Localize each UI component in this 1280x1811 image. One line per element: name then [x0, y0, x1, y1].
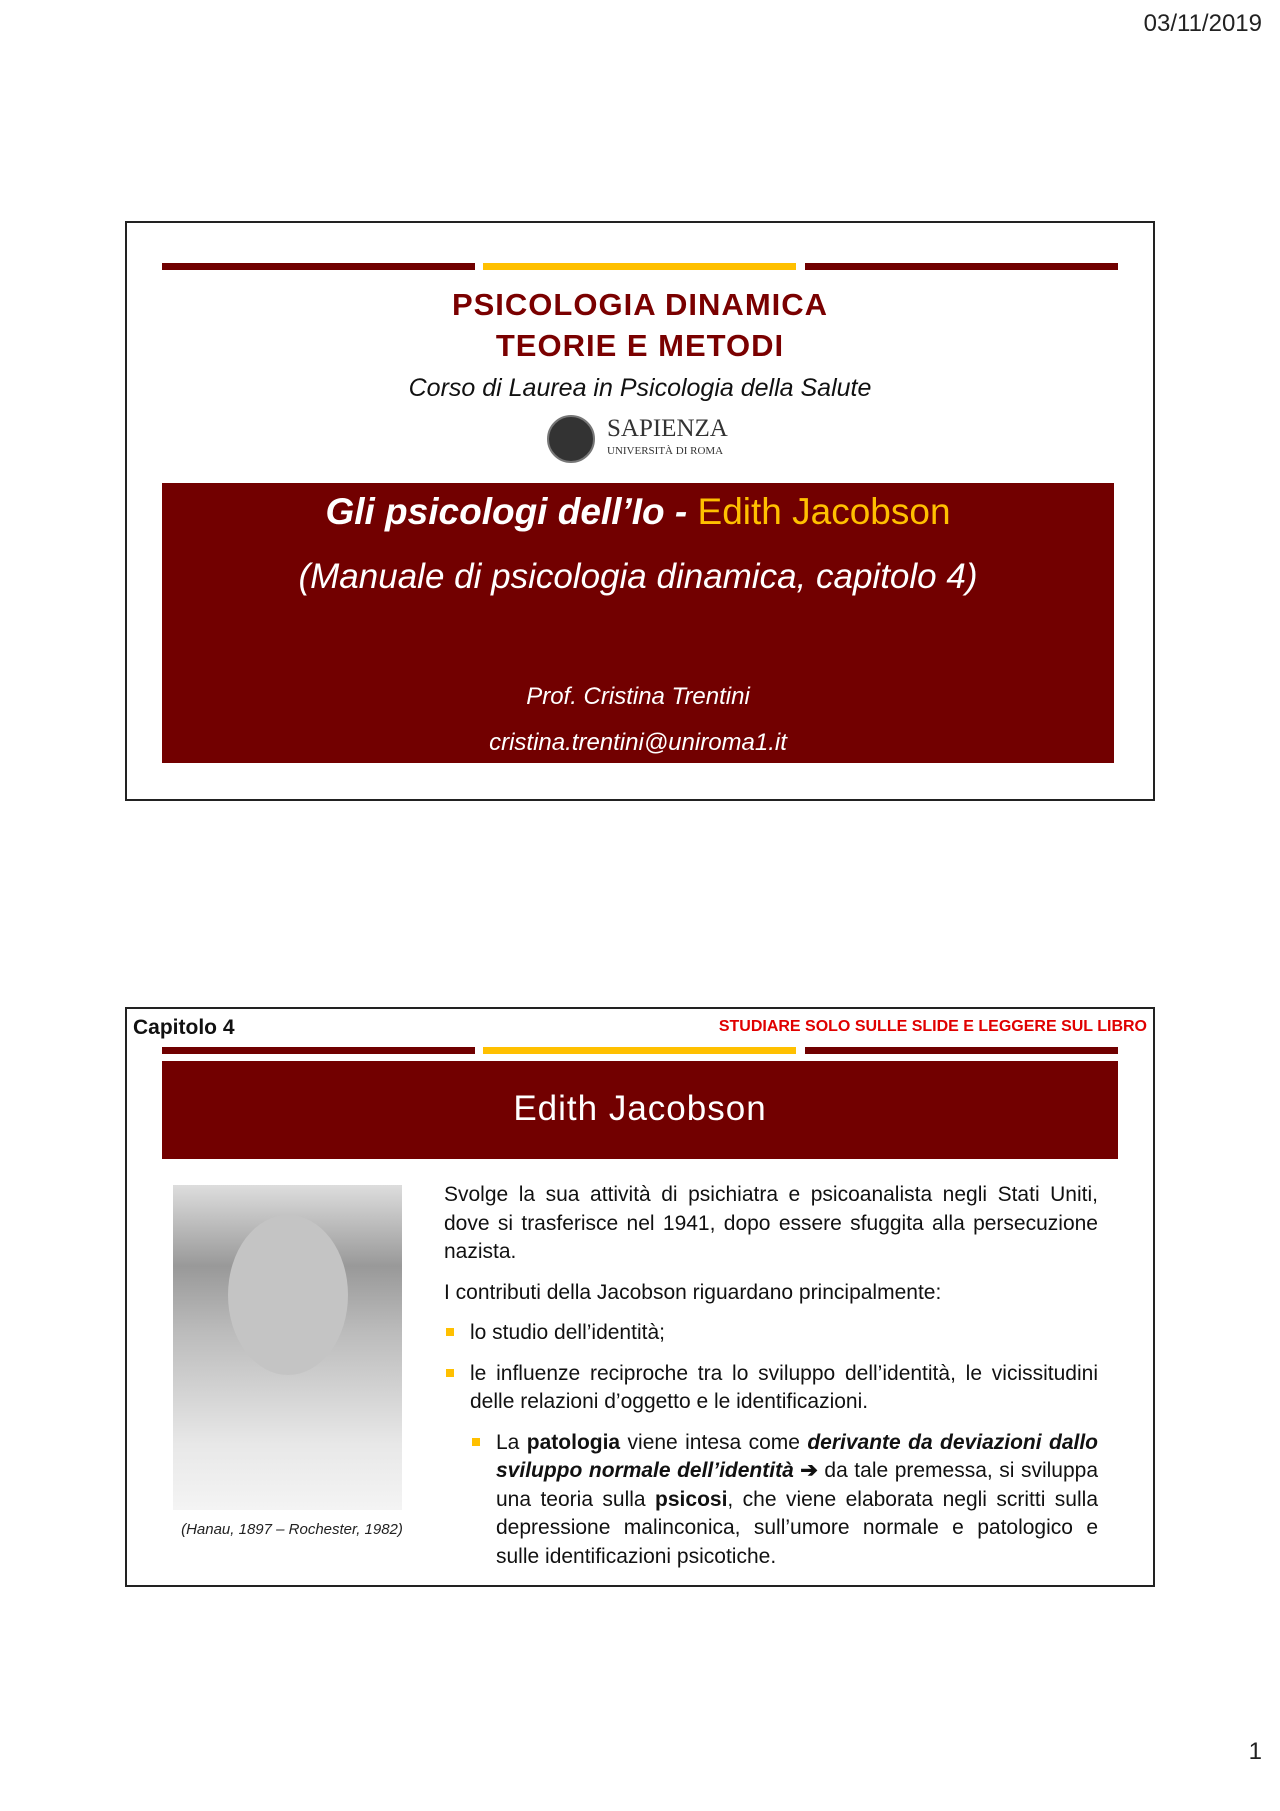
decor-bar-yellow: [483, 263, 796, 270]
sub-bullet-item: [470, 1429, 1098, 1572]
course-subtitle: TEORIE E METODI: [495, 328, 785, 363]
logo-subtitle: UNIVERSITÀ DI ROMA: [607, 445, 724, 457]
decor-bar-yellow: [483, 1047, 796, 1054]
decor-bar-red: [162, 1047, 475, 1054]
course-title: PSICOLOGIA DINAMICA: [451, 287, 829, 322]
slide-2: [125, 1007, 1155, 1587]
manual-reference: (Manuale di psicologia dinamica, capitolo 4): [298, 557, 978, 596]
degree-program: Corso di Laurea in Psicologia della Salute: [408, 374, 872, 402]
decor-bar-red: [162, 263, 475, 270]
bullet-icon: [446, 1369, 454, 1377]
bold-term: patologia: [526, 1430, 621, 1454]
logo-name: SAPIENZA: [607, 415, 728, 442]
bold-term: psicosi: [655, 1487, 728, 1511]
seal-icon: [547, 415, 595, 463]
lecture-subject: Edith Jacobson: [697, 491, 951, 532]
bullet-text: lo studio dell’identità;: [470, 1321, 665, 1344]
professor-name: Prof. Cristina Trentini: [526, 683, 750, 710]
text-run: La: [496, 1430, 527, 1454]
study-notice: STUDIARE SOLO SULLE SLIDE E LEGGERE SUL LIBRO: [718, 1018, 1147, 1035]
slide-1: [125, 221, 1155, 801]
emphasis-text: derivante da deviazioni dallo sviluppo normale dell’identità: [496, 1430, 1098, 1482]
arrow-icon: ➔: [793, 1459, 825, 1482]
slide-title: Edith Jacobson: [513, 1089, 767, 1128]
text-run: , che viene elaborata negli scritti sulla depressione malinconica, sull’umore normale e patologico e sulle identificazioni psicotiche.: [496, 1487, 1098, 1568]
bullet-item: [444, 1319, 1098, 1348]
contributions-intro: I contributi della Jacobson riguardano principalmente:: [444, 1280, 942, 1304]
sapienza-logo: [547, 413, 737, 465]
bullet-text: le influenze reciproche tra lo sviluppo dell’identità, le vicissitudini delle relazioni d’oggetto e le identificazioni.: [470, 1361, 1098, 1413]
text-run: da tale premessa, si sviluppa una teoria sulla: [496, 1459, 1098, 1511]
page-number: 1: [1248, 1738, 1262, 1765]
professor-email[interactable]: cristina.trentini@uniroma1.it: [489, 729, 787, 756]
text-run: viene intesa come: [620, 1430, 808, 1454]
slide-title-box: [162, 1061, 1118, 1159]
lecture-heading: Gli psicologi dell’Io -: [325, 491, 688, 532]
bullet-item: [444, 1360, 1098, 1417]
bullet-icon: [472, 1438, 480, 1446]
portrait-photo: [173, 1185, 402, 1510]
slide-body: [444, 1181, 1098, 1583]
decor-bar-red: [805, 1047, 1118, 1054]
intro-paragraph: Svolge la sua attività di psichiatra e psicoanalista negli Stati Uniti, dove si trasferisce nel 1941, dopo essere sfuggita alla persecuzione nazista.: [444, 1183, 1098, 1263]
decor-bar-red: [805, 263, 1118, 270]
print-date: 03/11/2019: [1143, 10, 1262, 37]
title-box: [162, 483, 1114, 763]
photo-caption: (Hanau, 1897 – Rochester, 1982): [181, 1521, 403, 1538]
chapter-label: Capitolo 4: [133, 1016, 235, 1039]
bullet-icon: [446, 1328, 454, 1336]
face-shape: [228, 1215, 348, 1375]
